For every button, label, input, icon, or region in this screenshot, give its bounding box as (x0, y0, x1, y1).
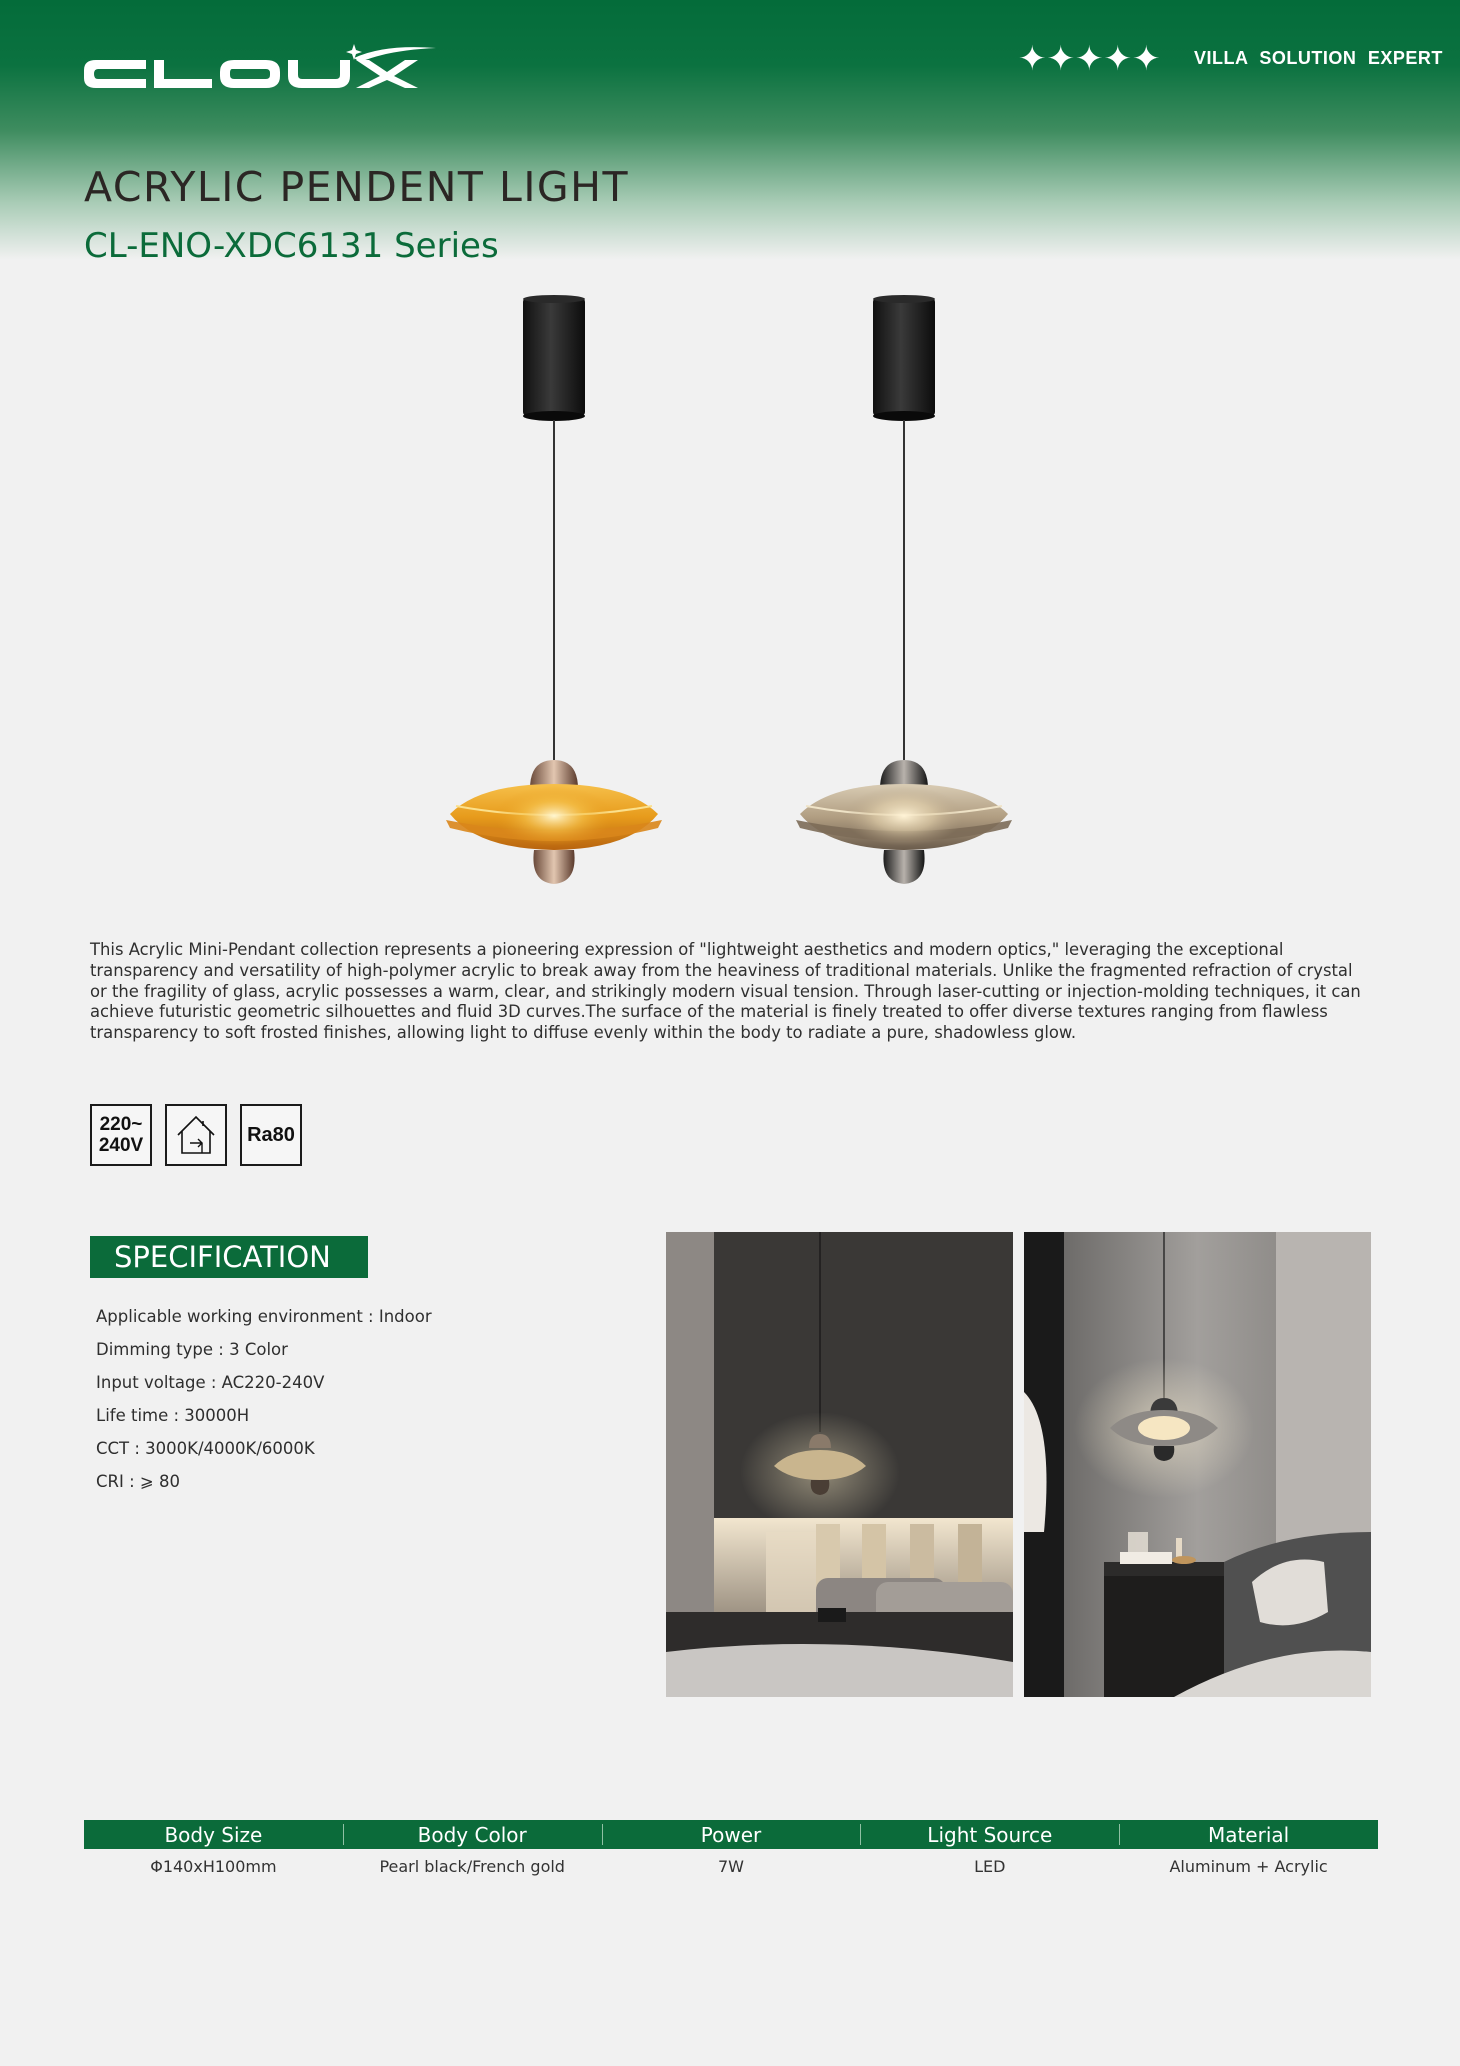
specification-list (96, 1300, 432, 1498)
table-cell: Pearl black/French gold (379, 1857, 565, 1876)
star-icon: ✦ (1075, 39, 1104, 79)
star-icon: ✦ (1046, 39, 1075, 79)
table-row (84, 1849, 1378, 1885)
smoke-pendant-image (780, 294, 1030, 896)
spec-item: Dimming type : 3 Color (96, 1340, 288, 1359)
header-gradient (0, 0, 1460, 260)
spec-item: Input voltage : AC220-240V (96, 1373, 325, 1392)
star-icon: ✦ (1103, 39, 1132, 79)
cloux-logo (84, 44, 436, 100)
voltage-badge-line2: 240V (98, 1135, 144, 1156)
voltage-badge (90, 1104, 152, 1166)
table-header-cell: Light Source (860, 1820, 1119, 1849)
voltage-badge-line1: 220~ (99, 1114, 143, 1135)
table-header-cell: Body Color (343, 1820, 602, 1849)
table-header-cell: Body Size (164, 1823, 263, 1847)
spec-item: Applicable working environment : Indoor (96, 1307, 432, 1326)
table-header-cell: Material (1119, 1820, 1378, 1849)
spec-item: Life time : 30000H (96, 1406, 250, 1425)
spec-item: CCT : 3000K/4000K/6000K (96, 1439, 315, 1458)
product-description: This Acrylic Mini-Pendant collection represents a pioneering expression of "lightweight aesthetics and modern optics," leveraging the exceptional transparency and versatility of high-polymer acrylic to break away from the heaviness of traditional materials. Unlike the fragmented refraction of crystal or the fragility of glass, acrylic possesses a warm, clear, and strikingly modern visual tension. Through laser-cutting or injection-molding techniques, it can achieve futuristic geometric silhouettes and fluid 3D curves.The surface of the material is finely treated to offer diverse textures ranging from flawless transparency to soft frosted finishes, allowing light to diffuse evenly within the body to radiate a pure, shadowless glow. (90, 940, 1361, 1043)
spec-item: CRI : ⩾ 80 (96, 1472, 180, 1491)
table-header-row (84, 1820, 1378, 1849)
star-icon: ✦ (1132, 39, 1161, 79)
table-cell: Φ140xH100mm (150, 1857, 277, 1876)
table-header-cell: Power (602, 1820, 861, 1849)
rating-stars (1018, 39, 1161, 79)
bedroom-scene-photo-1 (666, 1232, 1013, 1697)
table-cell: LED (974, 1857, 1006, 1876)
series-name: CL-ENO-XDC6131 Series (84, 226, 499, 266)
star-icon: ✦ (1018, 39, 1047, 79)
specification-heading: SPECIFICATION (90, 1236, 368, 1278)
cri-badge: Ra80 (240, 1104, 302, 1166)
feature-badges (90, 1104, 302, 1166)
bedroom-scene-photo-2 (1024, 1232, 1371, 1697)
brand-tagline: VILLA SOLUTION EXPERT (1194, 48, 1443, 68)
indoor-house-icon (165, 1104, 227, 1166)
table-cell: Aluminum + Acrylic (1169, 1857, 1328, 1876)
parameter-table (84, 1820, 1378, 1885)
page-title: ACRYLIC PENDENT LIGHT (84, 163, 630, 211)
table-cell: 7W (717, 1857, 744, 1876)
amber-pendant-image (430, 294, 680, 896)
